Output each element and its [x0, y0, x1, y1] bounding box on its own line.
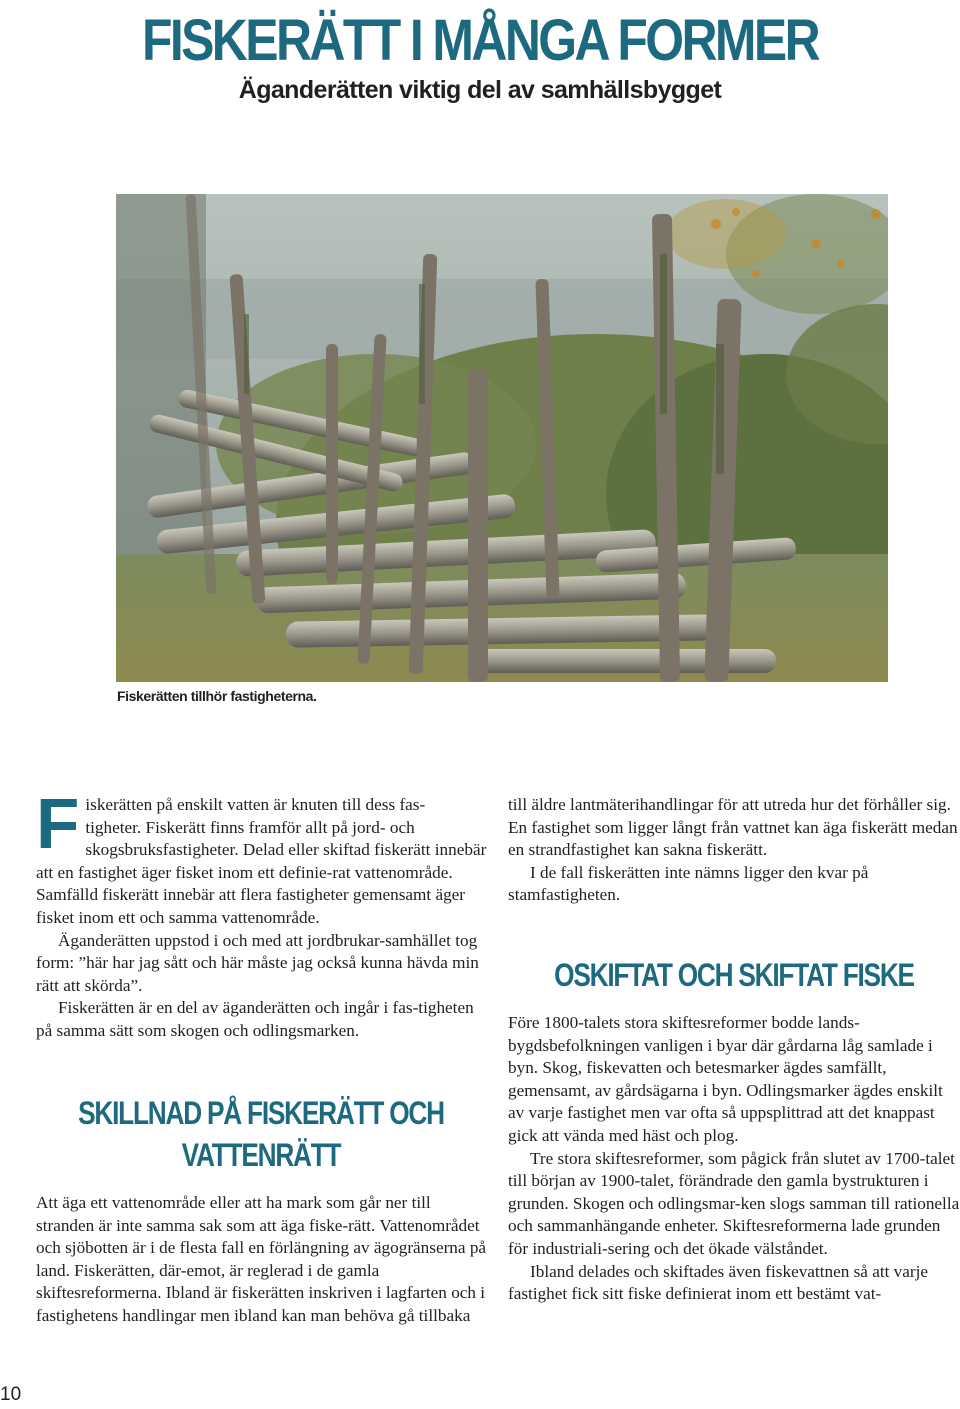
right-column-upper: [508, 794, 960, 907]
paragraph: till äldre lantmäterihandlingar för att utreda hur det förhåller sig. En fastighet som ligger långt från vattnet kan äga fiskerätt medan en strandfastighet kan sakna fiskerätt.: [508, 795, 958, 860]
paragraph: I de fall fiskerätten inte nämns ligger den kvar på stamfastigheten.: [508, 862, 869, 905]
intro-paragraph-rest: innebär att en fastighet äger fisket inom ett definie-rat vattenområde. Samfälld fiskerätt innebär att flera fastigheter gemensamt äger fisket inom ett och samma vattenområde.: [36, 840, 487, 927]
left-column-lower: [36, 1192, 490, 1328]
right-column-lower: [508, 1012, 960, 1306]
paragraph: Tre stora skiftesreformer, som pågick från slutet av 1700-talet till början av 1900-talet, förändrade den gamla bystrukturen i grunden. Skogen och odlingsmar-ken slogs samman till rationella och sammanhängande enheter. Skiftesreformerna lade grunden för industriali-sering och det ökade välståndet.: [508, 1148, 960, 1258]
page-title: FISKERÄTT I MÅNGA FORMER: [141, 8, 819, 73]
intro-line: skogsbruksfastigheter. Delad eller skiftad fiskerätt: [85, 840, 431, 860]
section-heading-oskiftat: OSKIFTAT OCH SKIFTAT FISKE: [554, 957, 914, 993]
left-column: [36, 785, 490, 1043]
page-number: 10: [0, 1384, 22, 1405]
paragraph: Före 1800-talets stora skiftesreformer bodde lands-bygdsbefolkningen vanligen i byar där gårdarna låg samlade i byn. Skog, fiskevatten och betesmarker ägdes samfällt, gemensamt, av gårdsägarna i byn. Odlingsmarker ägdes enskilt av varje fastighet men var ofta så uppsplittrad att det knappast gick att vända med häst och plog.: [508, 1013, 943, 1145]
drop-cap: F: [36, 785, 80, 864]
intro-line: iskerätten på enskilt vatten är knuten till dess fas-: [85, 795, 426, 814]
section-heading-skillnad: SKILLNAD PÅ FISKERÄTT OCH VATTENRÄTT: [78, 1095, 444, 1173]
fence-photo: [116, 194, 888, 682]
paragraph: Äganderätten uppstod i och med att jordbrukar-samhället tog form: ”här har jag sått och här måste jag också kunna hävda min rätt att skörda”.: [36, 930, 479, 995]
paragraph: Fiskerätten är en del av äganderätten och ingår i fas-tigheten på samma sätt som skogen och odlingsmarken.: [36, 998, 474, 1040]
intro-line: tigheter. Fiskerätt finns framför allt på jord- och: [85, 817, 415, 837]
page-subtitle: Äganderätten viktig del av samhällsbygget: [238, 76, 722, 104]
paragraph: Ibland delades och skiftades även fiskevattnen så att varje fastighet fick sitt fiske definierat inom ett bestämt vat-: [508, 1261, 929, 1304]
paragraph: Att äga ett vattenområde eller att ha mark som går ner till stranden är inte samma sak som att äga fiske-rätt. Vattenområdet och sjöbotten är i de flesta fall en förlängning av ägogränserna på land. Fiskerätten, där-emot, är reglerad i de gamla skiftesreformerna. Ibland är fiskerätten inskriven i lagfarten och i fastighetens handlingar men ibland kan man behöva gå tillbaka: [36, 1193, 487, 1325]
photo-caption: Fiskerätten tillhör fastigheterna.: [117, 688, 317, 704]
